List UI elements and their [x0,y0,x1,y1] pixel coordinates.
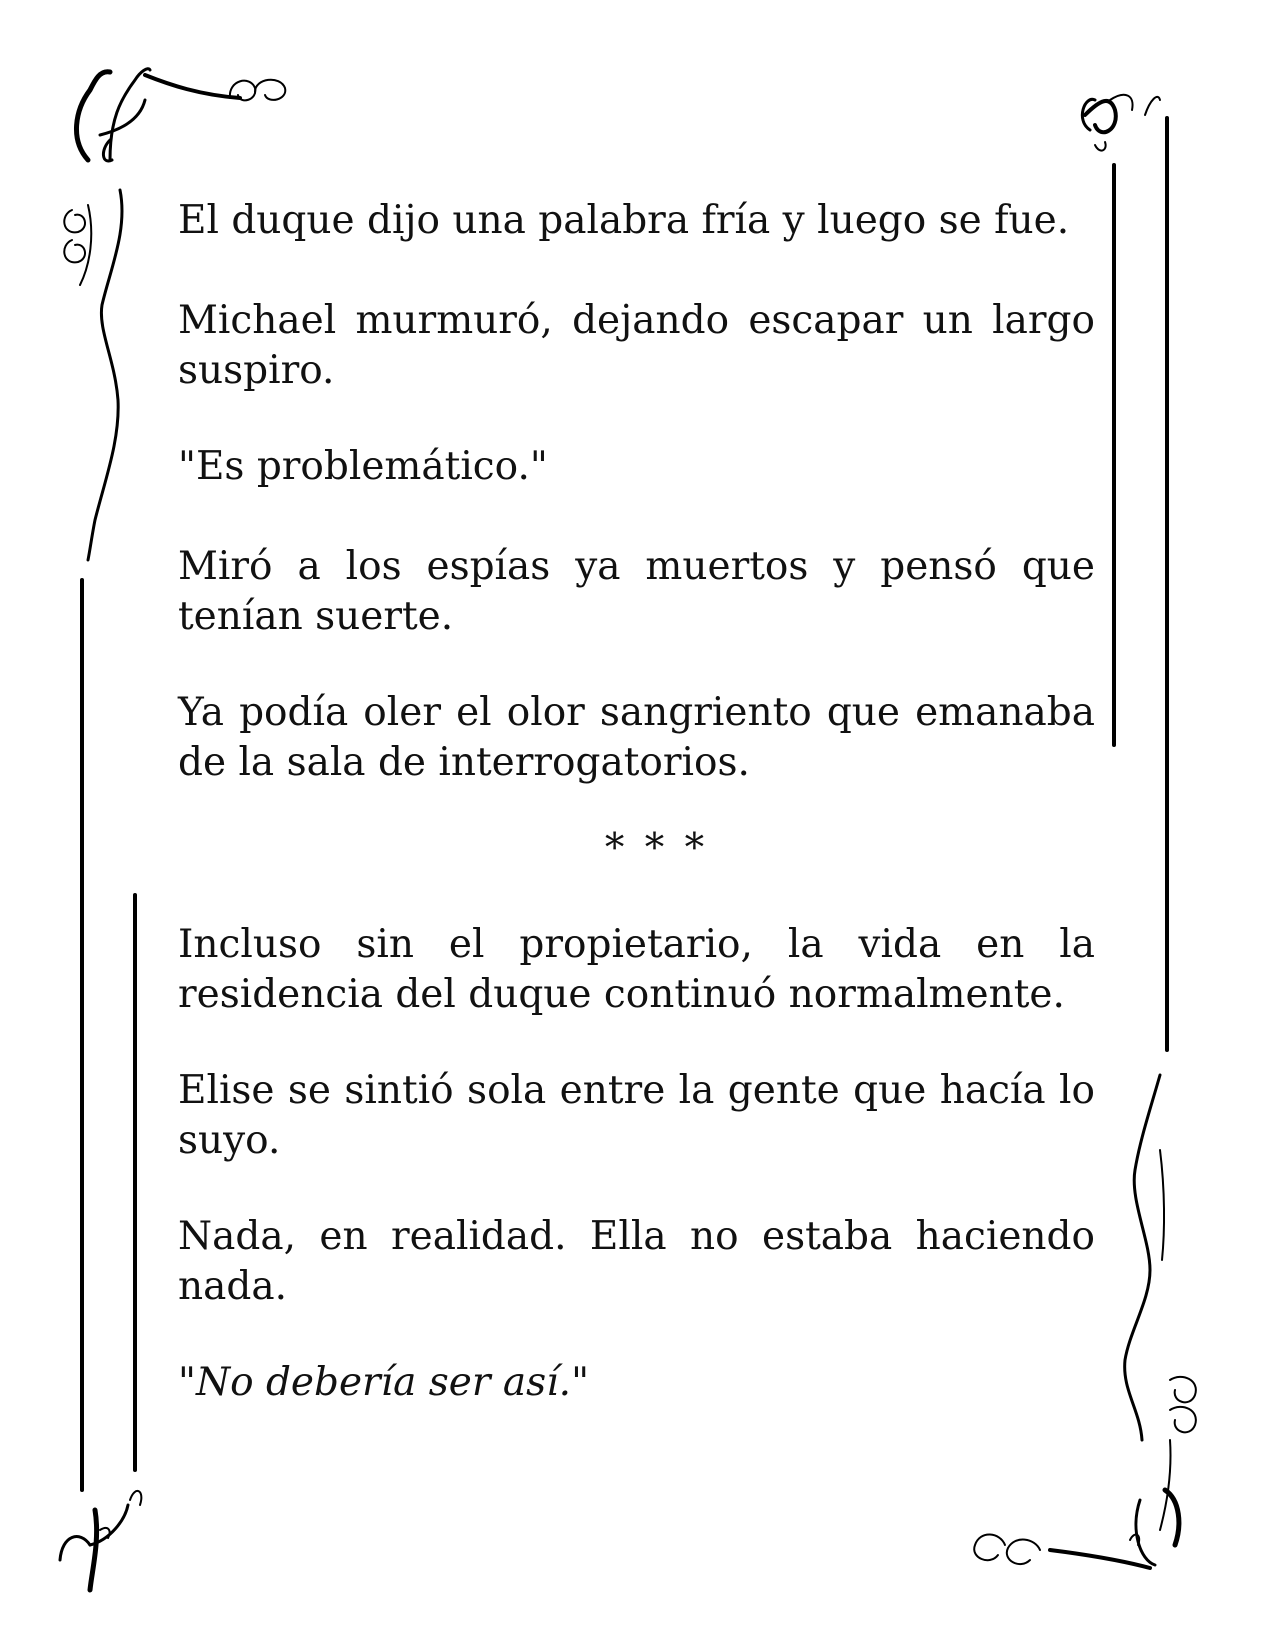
paragraph: Nada, en realidad. Ella no estaba haciendo nada. [178,1214,1095,1309]
paragraph: El duque dijo una palabra fría y luego se fue. [178,198,1070,243]
top-right-flourish-icon [1082,95,1160,151]
paragraph: "Es problemático." [178,444,548,489]
bottom-left-flourish-icon [60,1491,141,1590]
paragraph: Elise se sintió sola entre la gente que hacía lo suyo. [178,1068,1095,1163]
paragraph: Miró a los espías ya muertos y pensó que tenían suerte. [178,544,1095,639]
italic-thought: "No debería ser así." [178,1360,590,1405]
chapter-text [178,196,1095,1408]
paragraph: Ya podía oler el olor sangriento que emanaba de la sala de interrogatorios. [178,690,1095,785]
paragraph: Incluso sin el propietario, la vida en la residencia del duque continuó normalmente. [178,922,1095,1017]
paragraph: Michael murmuró, dejando escapar un largo suspiro. [178,298,1095,393]
scene-separator: * * * [604,826,709,871]
